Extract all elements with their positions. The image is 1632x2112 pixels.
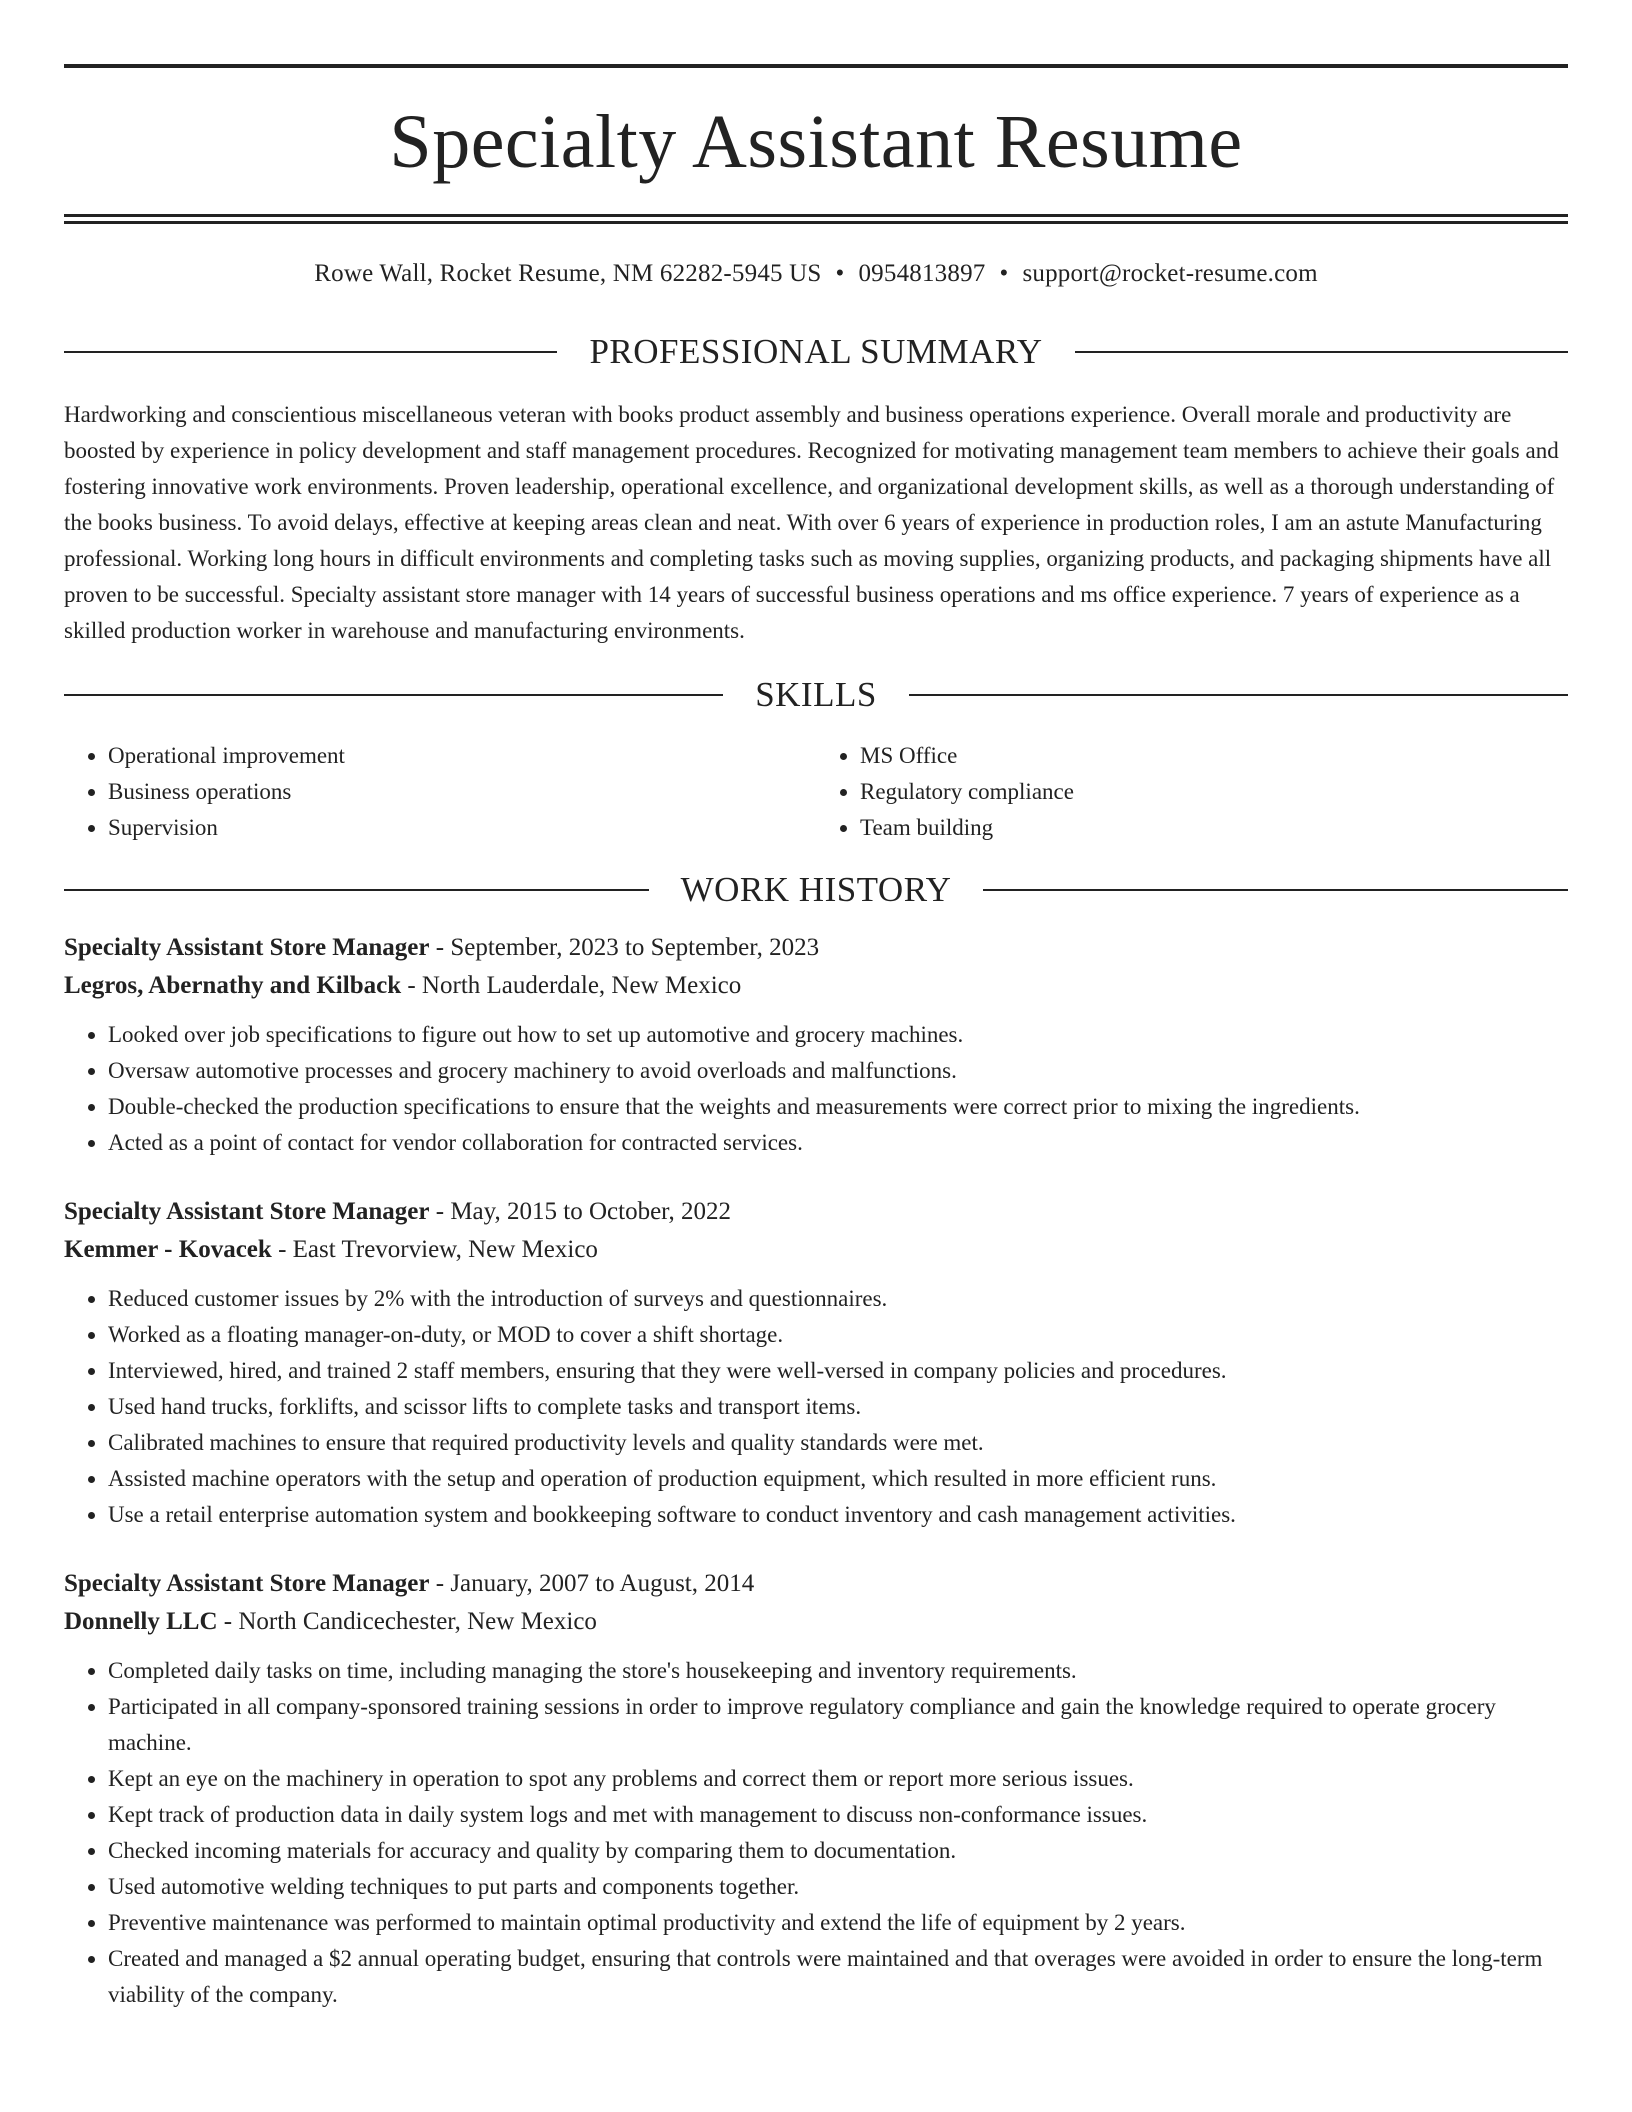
- contact-address: Rowe Wall, Rocket Resume, NM 62282-5945 US: [314, 260, 822, 287]
- top-rule: [64, 64, 1568, 68]
- contact-separator: •: [999, 260, 1009, 287]
- job-dates: - January, 2007 to August, 2014: [429, 1570, 755, 1597]
- skill-item: • Operational improvement: [108, 738, 816, 774]
- job-bullets: [64, 1281, 1568, 1533]
- job-bullets: [64, 1017, 1568, 1161]
- skill-item: • MS Office: [860, 738, 1568, 774]
- job-title: Specialty Assistant Store Manager: [64, 934, 430, 961]
- contact-email[interactable]: support@rocket-resume.com: [1022, 260, 1318, 287]
- job-bullet: • Use a retail enterprise automation system and bookkeeping software to conduct inventory and cash management activities.: [108, 1497, 1568, 1533]
- job-bullet: • Worked as a floating manager-on-duty, or MOD to cover a shift shortage.: [108, 1317, 1568, 1353]
- job-location: - North Lauderdale, New Mexico: [401, 972, 742, 999]
- skill-item: • Regulatory compliance: [860, 774, 1568, 810]
- job-bullet: • Participated in all company-sponsored training sessions in order to improve regulatory compliance and gain the knowledge required to operate grocery machine.: [108, 1689, 1568, 1761]
- job-bullet: • Looked over job specifications to figure out how to set up automotive and grocery machines.: [108, 1017, 1568, 1053]
- skill-item: • Supervision: [108, 810, 816, 846]
- job-title: Specialty Assistant Store Manager: [64, 1198, 430, 1225]
- section-title-skills: SKILLS: [755, 675, 877, 714]
- job-bullet: • Kept an eye on the machinery in operation to spot any problems and correct them or report more serious issues.: [108, 1761, 1568, 1797]
- section-rule-right: [1075, 351, 1568, 353]
- job-company: Donnelly LLC: [64, 1608, 218, 1635]
- job-bullet: • Used hand trucks, forklifts, and scissor lifts to complete tasks and transport items.: [108, 1389, 1568, 1425]
- job-company-line: [64, 1603, 1568, 1641]
- job-bullet: • Oversaw automotive processes and grocery machinery to avoid overloads and malfunctions.: [108, 1053, 1568, 1089]
- job-bullet: • Preventive maintenance was performed to maintain optimal productivity and extend the life of equipment by 2 years.: [108, 1905, 1568, 1941]
- job-title-line: [64, 1565, 1568, 1603]
- section-header-work: [64, 872, 1568, 907]
- job-title: Specialty Assistant Store Manager: [64, 1570, 430, 1597]
- section-rule-right: [909, 694, 1568, 696]
- job-location: - East Trevorview, New Mexico: [271, 1236, 598, 1263]
- job-bullet: • Interviewed, hired, and trained 2 staff members, ensuring that they were well-versed in company policies and procedures.: [108, 1353, 1568, 1389]
- job-bullet: • Checked incoming materials for accuracy and quality by comparing them to documentation.: [108, 1833, 1568, 1869]
- contact-line: [64, 260, 1568, 288]
- job-bullet: • Completed daily tasks on time, including managing the store's housekeeping and inventory requirements.: [108, 1653, 1568, 1689]
- job-company-line: [64, 1231, 1568, 1269]
- job-title-line: [64, 929, 1568, 967]
- section-title-summary: PROFESSIONAL SUMMARY: [589, 332, 1043, 371]
- resume-title: Specialty Assistant Resume: [389, 100, 1243, 184]
- job-bullet: • Assisted machine operators with the setup and operation of production equipment, which resulted in more efficient runs.: [108, 1461, 1568, 1497]
- skill-item: • Team building: [860, 810, 1568, 846]
- job-bullets: [64, 1653, 1568, 2013]
- job-bullet: • Double-checked the production specifications to ensure that the weights and measurements were correct prior to mixing the ingredients.: [108, 1089, 1568, 1125]
- skills-columns: [64, 738, 1568, 846]
- skill-item: • Business operations: [108, 774, 816, 810]
- job-dates: - May, 2015 to October, 2022: [429, 1198, 731, 1225]
- section-rule-left: [64, 694, 723, 696]
- skills-list-left: [64, 738, 816, 846]
- job-title-line: [64, 1193, 1568, 1231]
- job-entry: [64, 1565, 1568, 2013]
- job-company: Kemmer - Kovacek: [64, 1236, 272, 1263]
- section-rule-left: [64, 351, 557, 353]
- job-dates: - September, 2023 to September, 2023: [429, 934, 820, 961]
- job-bullet: • Reduced customer issues by 2% with the introduction of surveys and questionnaires.: [108, 1281, 1568, 1317]
- job-bullet: • Created and managed a $2 annual operating budget, ensuring that controls were maintained and that overages were avoided in order to ensure the long-term viability of the company.: [108, 1941, 1568, 2013]
- job-entry: [64, 929, 1568, 1161]
- job-bullet: • Kept track of production data in daily system logs and met with management to discuss non-conformance issues.: [108, 1797, 1568, 1833]
- section-header-skills: [64, 677, 1568, 712]
- section-rule-right: [983, 889, 1568, 891]
- job-bullet: • Calibrated machines to ensure that required productivity levels and quality standards were met.: [108, 1425, 1568, 1461]
- job-bullet: • Acted as a point of contact for vendor collaboration for contracted services.: [108, 1125, 1568, 1161]
- job-location: - North Candicechester, New Mexico: [217, 1608, 597, 1635]
- title-double-rule: [64, 214, 1568, 224]
- contact-phone: 0954813897: [858, 260, 986, 287]
- section-title-work: WORK HISTORY: [680, 870, 952, 909]
- job-entry: [64, 1193, 1568, 1533]
- summary-paragraph: Hardworking and conscientious miscellaneous veteran with books product assembly and business operations experience. Overall morale and productivity are boosted by experience in policy development and staff management procedures. Recognized for motivating management team members to achieve their goals and fostering innovative work environments. Proven leadership, operational excellence, and organizational development skills, as well as a thorough understanding of the books business. To avoid delays, effective at keeping areas clean and neat. With over 6 years of experience in production roles, I am an astute Manufacturing professional. Working long hours in difficult environments and completing tasks such as moving supplies, organizing products, and packaging shipments have all proven to be successful. Specialty assistant store manager with 14 years of successful business operations and ms office experience. 7 years of experience as a skilled production worker in warehouse and manufacturing environments.: [64, 402, 1559, 643]
- section-rule-left: [64, 889, 649, 891]
- skills-list-right: [816, 738, 1568, 846]
- job-bullet: • Used automotive welding techniques to put parts and components together.: [108, 1869, 1568, 1905]
- contact-separator: •: [835, 260, 845, 287]
- job-company: Legros, Abernathy and Kilback: [64, 972, 402, 999]
- job-company-line: [64, 967, 1568, 1005]
- section-header-summary: [64, 334, 1568, 369]
